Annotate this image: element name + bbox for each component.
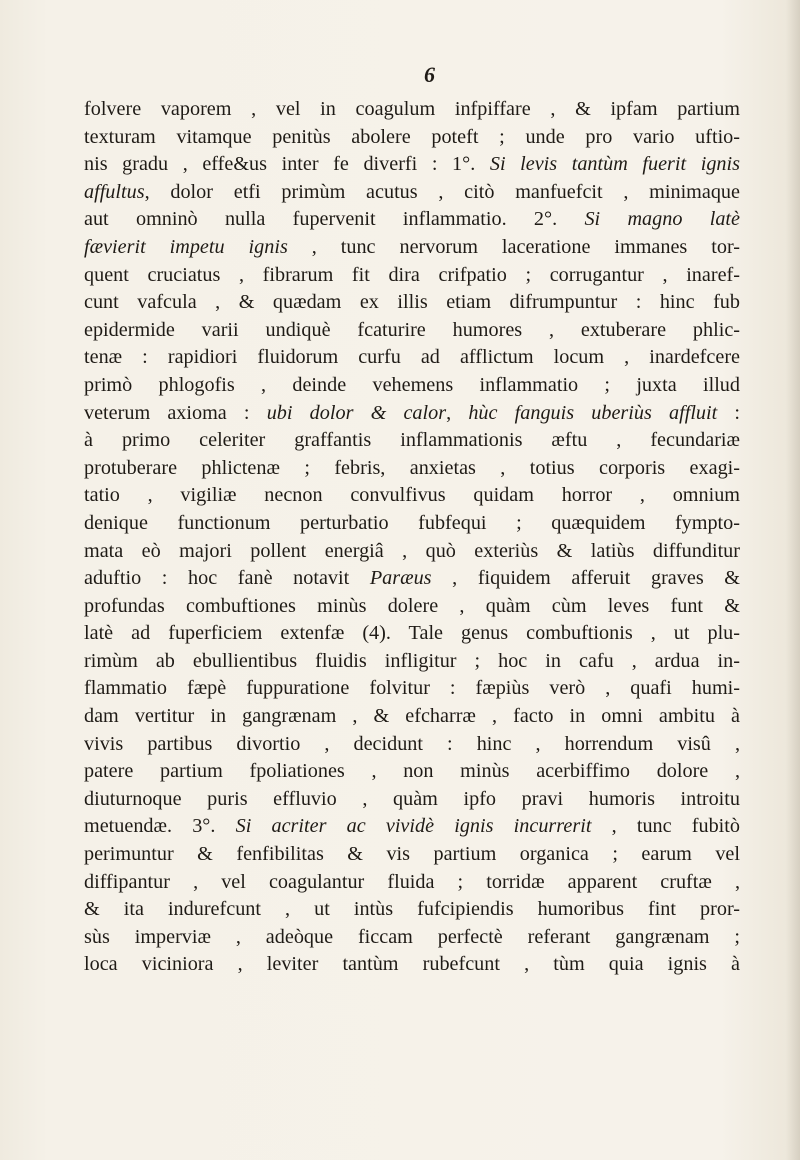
text-line: [84, 455, 740, 483]
text-run: texturam vitamque penitùs abolere poteft ; unde pro vario uftio-: [84, 125, 740, 148]
italic-text: Paræus: [369, 567, 432, 590]
text-line: [84, 151, 740, 179]
text-run: , tunc fubitò: [591, 815, 740, 838]
text-line: [84, 289, 740, 317]
italic-text: Si acriter ac vividè ignis incurrerit: [235, 815, 592, 838]
italic-text: ubi dolor & calor: [266, 401, 447, 424]
text-line: [84, 703, 740, 731]
text-line: [84, 344, 740, 372]
text-line: [84, 124, 740, 152]
text-line: [84, 951, 740, 979]
text-run: quent cruciatus , fibrarum fit dira crifpatio ; corrugantur , inaref-: [84, 263, 740, 286]
text-line: [84, 482, 740, 510]
text-run: folvere vaporem , vel in coagulum infpiffare , & ipfam partium: [84, 98, 740, 120]
text-run: , dolor etfi primùm acutus , citò manfuefcit , minimaque: [144, 180, 740, 203]
italic-text: fævierit impetu ignis: [84, 235, 288, 258]
text-run: & ita indurefcunt , ut intùs fufcipiendis humoribus fint pror-: [84, 898, 740, 921]
text-run: metuendæ. 3°.: [84, 815, 236, 838]
text-line: [84, 841, 740, 869]
text-run: primò phlogofis , deinde vehemens inflammatio ; juxta illud: [84, 373, 740, 396]
text-run: , fiquidem afferuit graves &: [431, 567, 740, 590]
text-run: mata eò majori pollent energiâ , quò exteriùs & latiùs diffunditur: [84, 539, 740, 562]
text-run: diffipantur , vel coagulantur fluida ; torridæ apparent cruftæ ,: [84, 870, 740, 893]
text-line: [84, 427, 740, 455]
text-run: dam vertitur in gangrænam , & efcharræ , facto in omni ambitu à: [84, 705, 740, 728]
italic-text: hùc fanguis uberiùs affluit: [468, 401, 718, 424]
text-run: , tunc nervorum laceratione immanes tor-: [287, 235, 740, 258]
text-line: [84, 234, 740, 262]
text-line: [84, 648, 740, 676]
text-line: [84, 924, 740, 952]
page-edge-shadow: [786, 0, 800, 1160]
text-line: [84, 510, 740, 538]
text-line: [84, 400, 740, 428]
text-line: [84, 206, 740, 234]
text-run: perimuntur & fenfibilitas & vis partium organica ; earum vel: [84, 843, 740, 866]
text-line: [84, 731, 740, 759]
text-line: [84, 179, 740, 207]
text-run: patere partium fpoliationes , non minùs acerbiffimo dolore ,: [84, 760, 740, 783]
text-run: loca viciniora , leviter tantùm rubefcunt , tùm quia ignis à: [84, 953, 740, 976]
text-run: :: [717, 401, 741, 424]
text-line: [84, 786, 740, 814]
italic-text: Si magno latè: [584, 208, 740, 231]
text-run: veterum axioma :: [84, 401, 267, 424]
text-run: vivis partibus divortio , decidunt : hinc , horrendum visû ,: [84, 732, 740, 755]
text-run: diuturnoque puris effluvio , quàm ipfo pravi humoris introitu: [84, 787, 740, 810]
text-line: [84, 675, 740, 703]
text-run: profundas combuftiones minùs dolere , quàm cùm leves funt &: [84, 594, 740, 617]
text-run: tenæ : rapidiori fluidorum curfu ad afflictum locum , inardefcere: [84, 346, 740, 369]
body-text: [84, 96, 740, 979]
text-run: ,: [446, 401, 469, 424]
text-run: sùs imperviæ , adeòque ficcam perfectè referant gangrænam ;: [84, 925, 740, 948]
text-run: à primo celeriter graffantis inflammationis æftu , fecundariæ: [84, 429, 740, 452]
text-line: [84, 538, 740, 566]
text-line: [84, 896, 740, 924]
text-run: epidermide varii undiquè fcaturire humores , extuberare phlic-: [84, 318, 740, 341]
text-line: [84, 758, 740, 786]
text-line: [84, 620, 740, 648]
text-line: [84, 813, 740, 841]
text-run: rimùm ab ebullientibus fluidis infligitur ; hoc in cafu , ardua in-: [84, 649, 740, 672]
text-run: nis gradu , effe&us inter fe diverfi : 1°.: [84, 153, 490, 176]
text-line: [84, 372, 740, 400]
italic-text: affultus: [84, 180, 145, 203]
text-run: protuberare phlictenæ ; febris, anxietas , totius corporis exagi-: [84, 456, 740, 479]
text-run: flammatio fæpè fuppuratione folvitur : fæpiùs verò , quafi humi-: [84, 677, 740, 700]
text-run: denique functionum perturbatio fubfequi ; quæquidem fympto-: [84, 511, 740, 534]
text-line: [84, 96, 740, 124]
text-line: [84, 317, 740, 345]
text-run: tatio , vigiliæ necnon convulfivus quidam horror , omnium: [84, 484, 740, 507]
italic-text: Si levis tantùm fuerit ignis: [489, 153, 740, 176]
text-run: aduftio : hoc fanè notavit: [84, 567, 370, 590]
text-run: aut omninò nulla fupervenit inflammatio. 2°.: [84, 208, 585, 231]
text-run: latè ad fuperficiem extenfæ (4). Tale genus combuftionis , ut plu-: [84, 622, 740, 645]
text-line: [84, 869, 740, 897]
text-line: [84, 593, 740, 621]
text-run: cunt vafcula , & quædam ex illis etiam difrumpuntur : hinc fub: [84, 291, 740, 314]
page-number: 6: [424, 62, 435, 87]
text-line: [84, 262, 740, 290]
text-line: [84, 565, 740, 593]
